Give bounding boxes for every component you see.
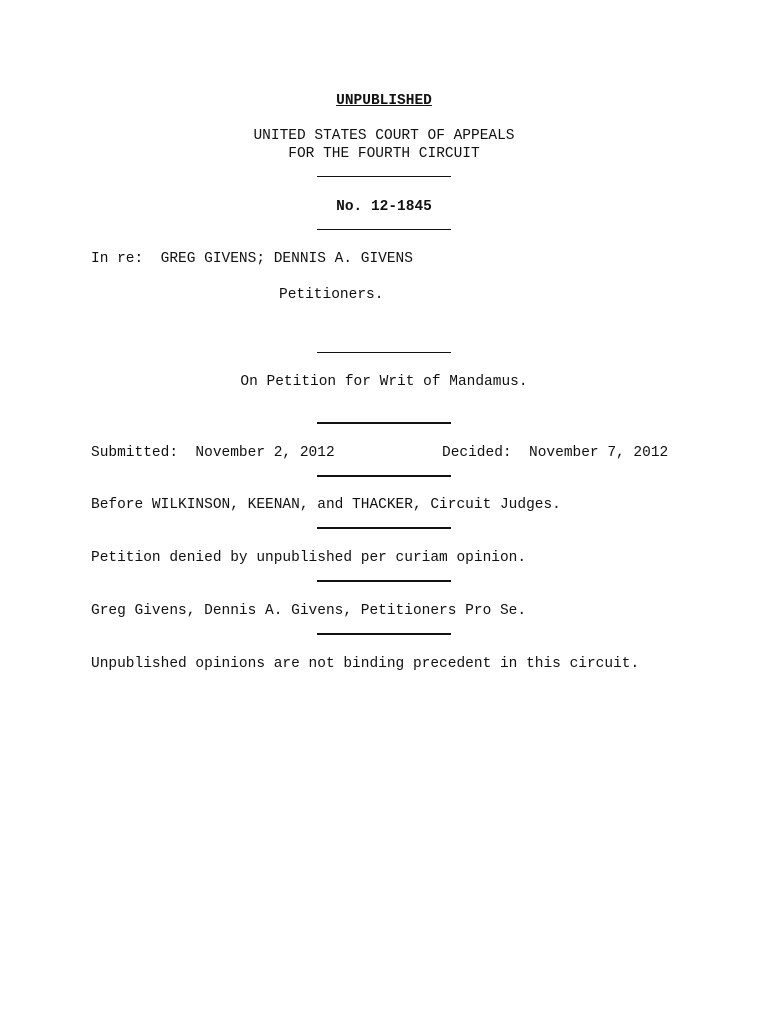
- counsel-listing: Greg Givens, Dennis A. Givens, Petitioners Pro Se.: [91, 603, 527, 619]
- case-number: No. 12-1845: [336, 199, 432, 215]
- party-role: Petitioners.: [279, 287, 384, 303]
- submitted-date: Submitted: November 2, 2012: [91, 445, 335, 461]
- decided-date: Decided: November 7, 2012: [442, 445, 669, 461]
- court-name-line2: FOR THE FOURTH CIRCUIT: [288, 146, 480, 162]
- divider-rule: [317, 422, 451, 424]
- divider-rule: [317, 176, 451, 177]
- divider-rule: [317, 229, 451, 230]
- divider-rule: [317, 580, 451, 582]
- court-name-line1: UNITED STATES COURT OF APPEALS: [253, 128, 515, 144]
- in-re-parties: In re: GREG GIVENS; DENNIS A. GIVENS: [91, 251, 413, 267]
- publication-status: UNPUBLISHED: [336, 93, 432, 109]
- divider-rule: [317, 527, 451, 529]
- precedent-notice: Unpublished opinions are not binding precedent in this circuit.: [91, 656, 640, 672]
- divider-rule: [317, 475, 451, 477]
- judges-panel: Before WILKINSON, KEENAN, and THACKER, Circuit Judges.: [91, 497, 561, 513]
- divider-rule: [317, 352, 451, 353]
- proceeding-type: On Petition for Writ of Mandamus.: [240, 374, 528, 390]
- divider-rule: [317, 633, 451, 635]
- disposition: Petition denied by unpublished per curiam opinion.: [91, 550, 527, 566]
